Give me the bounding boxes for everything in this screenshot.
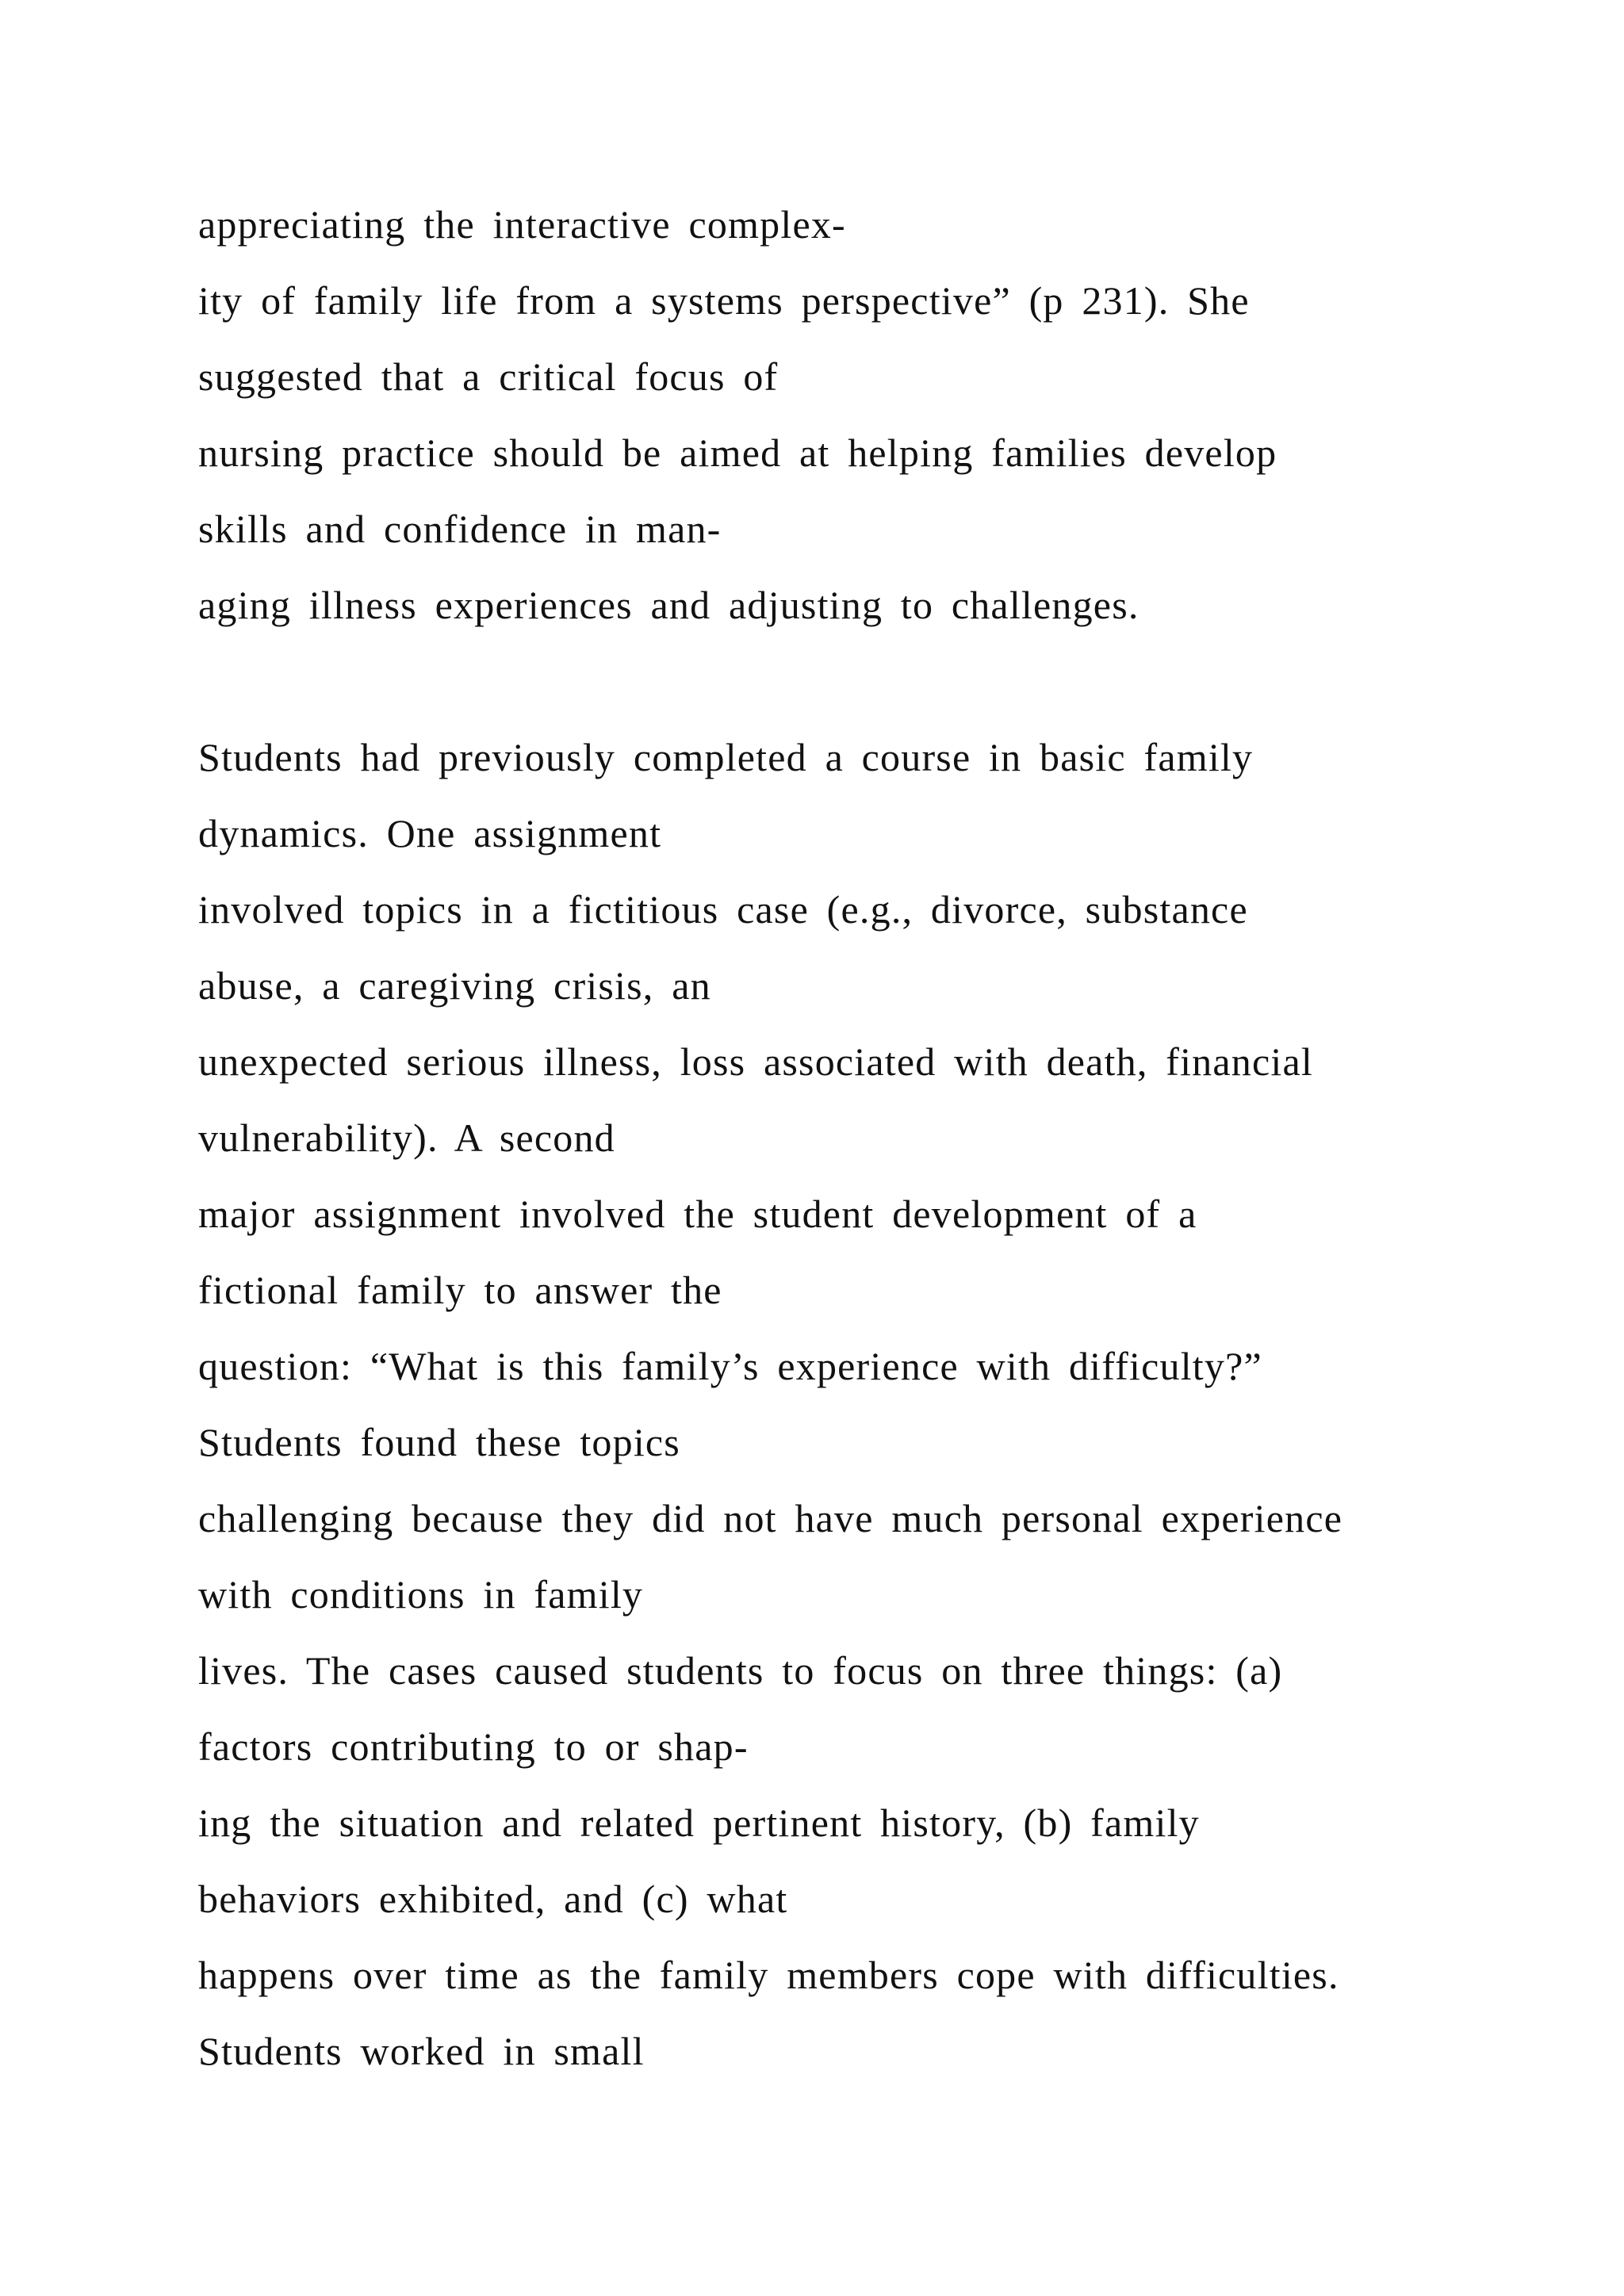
- text-line: behaviors exhibited, and (c) what: [198, 1877, 788, 1921]
- text-line: challenging because they did not have much personal experience: [198, 1496, 1343, 1540]
- text-line: fictional family to answer the: [198, 1268, 722, 1312]
- text-line: Students worked in small: [198, 2029, 645, 2073]
- text-line: abuse, a caregiving crisis, an: [198, 963, 711, 1008]
- text-line: dynamics. One assignment: [198, 811, 662, 855]
- text-line: skills and confidence in man-: [198, 507, 722, 551]
- text-line: involved topics in a fictitious case (e.g., divorce, substance: [198, 887, 1248, 932]
- text-line: major assignment involved the student development of a: [198, 1192, 1197, 1236]
- text-line: Students had previously completed a course in basic family: [198, 735, 1254, 779]
- text-line: aging illness experiences and adjusting to challenges.: [198, 583, 1139, 627]
- text-line: unexpected serious illness, loss associated with death, financial: [198, 1039, 1313, 1084]
- text-line: Students found these topics: [198, 1420, 680, 1464]
- text-line: factors contributing to or shap-: [198, 1724, 749, 1769]
- text-line: ity of family life from a systems perspective” (p 231). She: [198, 278, 1250, 323]
- text-line: happens over time as the family members cope with difficulties.: [198, 1953, 1339, 1997]
- text-line: question: “What is this family’s experience with difficulty?”: [198, 1344, 1262, 1388]
- text-line: vulnerability). A second: [198, 1115, 615, 1160]
- text-line: appreciating the interactive complex-: [198, 202, 846, 247]
- text-line: nursing practice should be aimed at helping families develop: [198, 430, 1277, 475]
- text-line: suggested that a critical focus of: [198, 354, 779, 399]
- text-line: lives. The cases caused students to focus on three things: (a): [198, 1648, 1283, 1693]
- text-line: with conditions in family: [198, 1572, 644, 1617]
- text-line: ing the situation and related pertinent history, (b) family: [198, 1800, 1200, 1845]
